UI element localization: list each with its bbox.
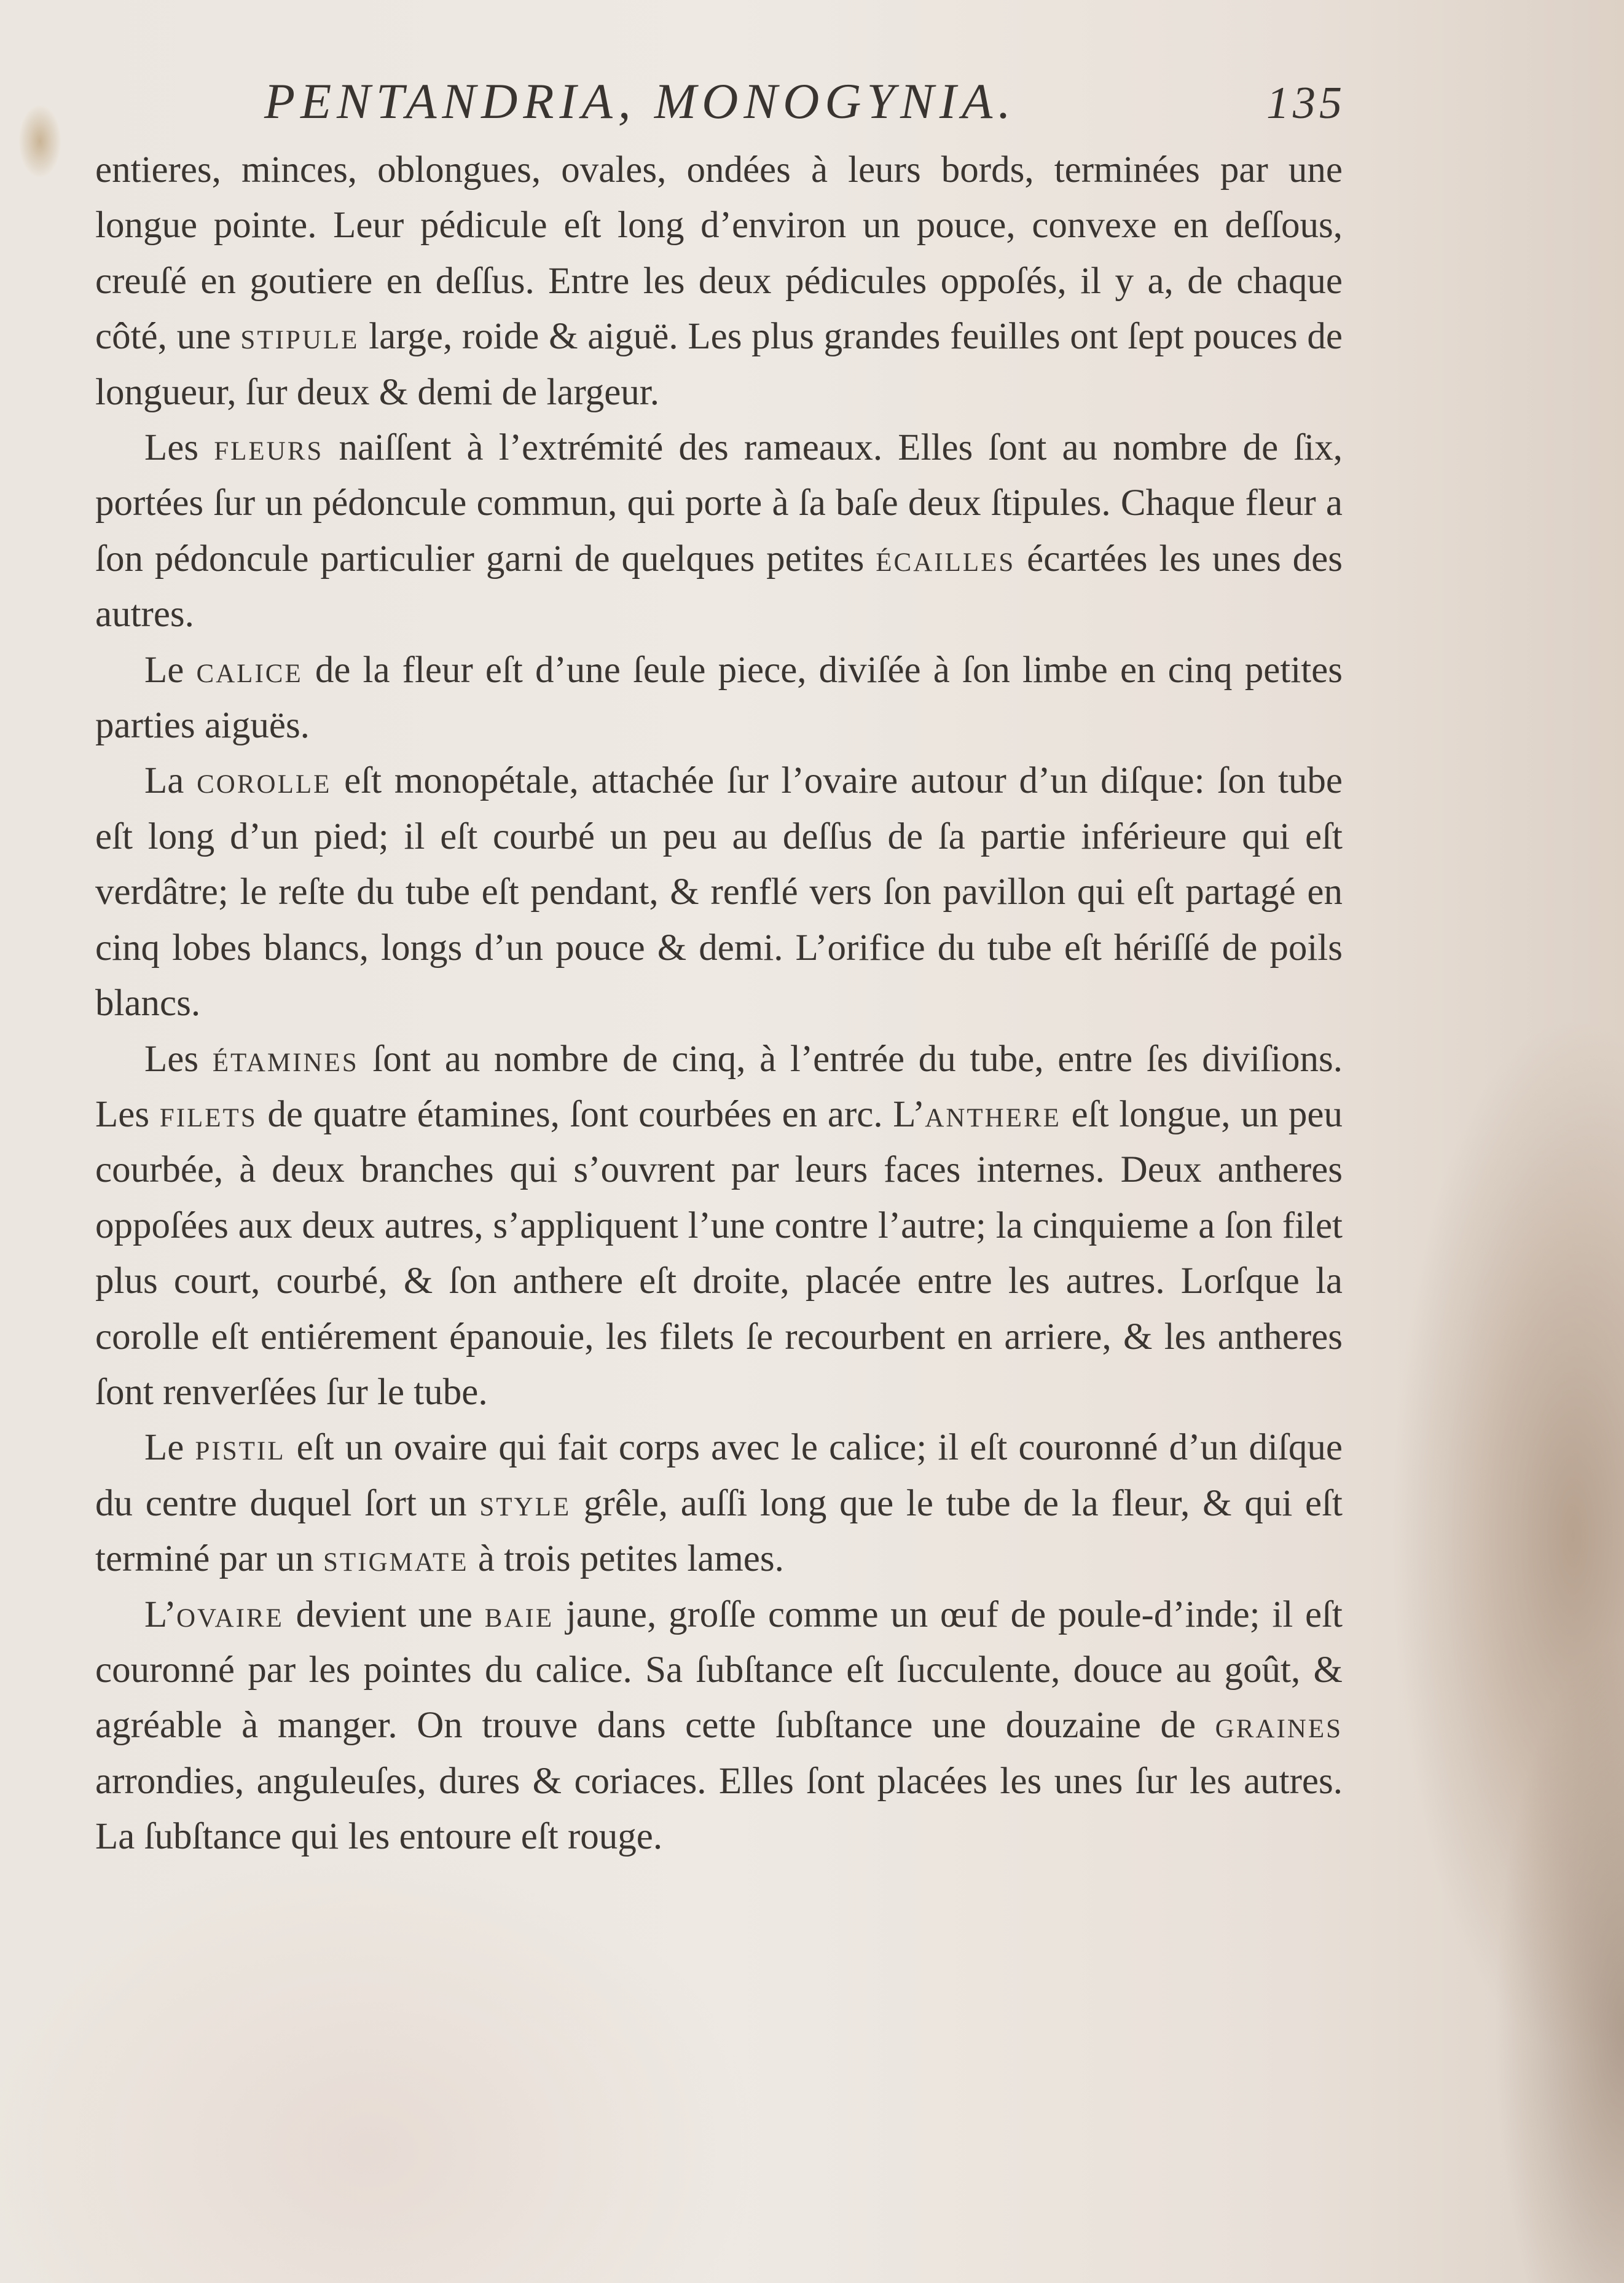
term-fleurs: fleurs xyxy=(214,427,324,469)
body-text xyxy=(95,143,1343,1865)
term-graines: graines xyxy=(1215,1705,1343,1747)
term-calice: calice xyxy=(196,649,303,691)
paragraph-flowers: Les fleurs naiſſent à l’extrémité des rameaux. Elles ſont au nombre de ſix, portées ſur un pédoncule commun, qui porte à ſa baſe deux ſtipules. Chaque fleur a ſon pédoncule particulier garni de quelques petites écailles écartées les unes des autres. xyxy=(95,427,1343,635)
term-baie: baie xyxy=(484,1593,554,1635)
term-anthere: anthere xyxy=(925,1093,1061,1135)
term-filets: filets xyxy=(159,1093,257,1135)
term-stipule: stipule xyxy=(240,316,359,358)
term-corolle: corolle xyxy=(197,760,332,802)
term-stigmate: stigmate xyxy=(323,1538,469,1580)
paper-stain xyxy=(18,104,61,178)
term-ecailles: écailles xyxy=(876,538,1016,580)
paragraph-pistil: Le pistil eſt un ovaire qui fait corps avec le calice; il eſt couronné d’un diſque du centre duquel ſort un style grêle, auſſi long que le tube de la fleur, & qui eſt terminé par un stigmate à trois petites lames. xyxy=(95,1427,1343,1580)
term-pistil: pistil xyxy=(195,1427,286,1469)
paragraph-ovary-fruit: L’ovaire devient une baie jaune, groſſe comme un œuf de poule-d’inde; il eſt couronné par les pointes du calice. Sa ſubſtance eſt ſucculente, douce au goût, & agréable à manger. On trouve dans cette ſubſtance une douzaine de graines arrondies, anguleuſes, dures & coriaces. Elles ſont placées les unes ſur les autres. La ſubſtance qui les entoure eſt rouge. xyxy=(95,1593,1343,1858)
term-ovaire: ovaire xyxy=(176,1593,284,1635)
term-style: style xyxy=(479,1482,571,1524)
paragraph-corolla: La corolle eſt monopétale, attachée ſur l’ovaire autour d’un diſque: ſon tube eſt long d’un pied; il eſt courbé un peu au deſſus de ſa partie inférieure qui eſt verdâtre; le reſte du tube eſt pendant, & renflé vers ſon pavillon qui eſt partagé en cinq lobes blancs, longs d’un pouce & demi. L’orifice du tube eſt hériſſé de poils blancs. xyxy=(95,760,1343,1024)
page-header xyxy=(264,73,1346,140)
paragraph-calyx: Le calice de la fleur eſt d’une ſeule piece, diviſée à ſon limbe en cinq petites parties aiguës. xyxy=(95,649,1343,747)
paragraph-leaf-description: entieres, minces, oblongues, ovales, ondées à leurs bords, terminées par une longue pointe. Leur pédicule eſt long d’environ un pouce, convexe en deſſous, creuſé en goutiere en deſſus. Entre les deux pédicules oppoſés, il y a, de chaque côté, une stipule large, roide & aiguë. Les plus grandes feuilles ont ſept pouces de longueur, ſur deux & demi de largeur. xyxy=(95,149,1343,413)
term-etamines: étamines xyxy=(212,1038,359,1080)
page-number: 135 xyxy=(1266,78,1346,128)
running-title: PENTANDRIA, MONOGYNIA. xyxy=(264,73,1016,129)
paragraph-stamens: Les étamines ſont au nombre de cinq, à l’entrée du tube, entre ſes diviſions. Les filets de quatre étamines, ſont courbées en arc. L’anthere eſt longue, un peu courbée, à deux branches qui s’ouvrent par leurs faces internes. Deux antheres oppoſées aux deux autres, s’appliquent l’une contre l’autre; la cinquieme a ſon filet plus court, courbé, & ſon anthere eſt droite, placée entre les autres. Lorſque la corolle eſt entiérement épanouie, les filets ſe recourbent en arriere, & les antheres ſont renverſées ſur le tube. xyxy=(95,1038,1343,1413)
